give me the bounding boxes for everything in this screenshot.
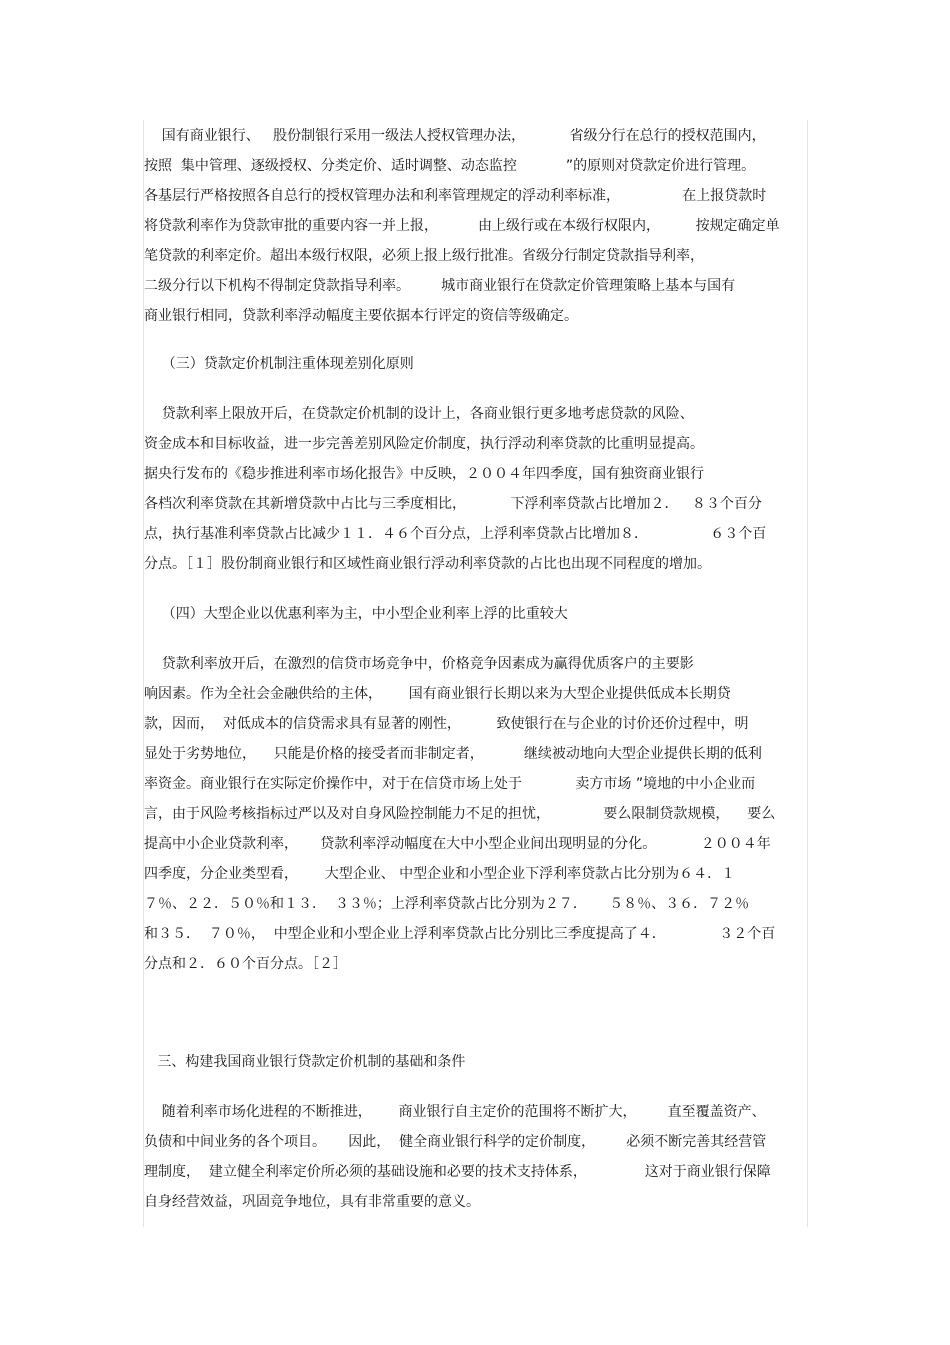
text-line: 响因素。作为全社会金融供给的主体， 国有商业银行长期以来为大型企业提供低成本长期贷 <box>144 686 731 702</box>
text-line: 款，因而， 对低成本的信贷需求具有显著的刚性， 致使银行在与企业的讨价还价过程中，明 <box>144 716 749 732</box>
text-line: 商业银行相同，贷款利率浮动幅度主要依据本行评定的资信等级确定。 <box>144 308 578 324</box>
text-line: 自身经营效益，巩固竞争地位，具有非常重要的意义。 <box>144 1194 480 1210</box>
text-line: 各基层行严格按照各自总行的授权管理办法和利率管理规定的浮动利率标准， 在上报贷款时 <box>144 188 767 204</box>
chapter-heading: 三、构建我国商业银行贷款定价机制的基础和条件 <box>144 1054 466 1070</box>
text-line: 将贷款利率作为贷款审批的重要内容一并上报， 由上级行或在本级行权限内， 按规定确定单 <box>144 218 780 234</box>
text-line: 随着利率市场化进程的不断推进， 商业银行自主定价的范围将不断扩大， 直至覆盖资产、 <box>144 1104 766 1120</box>
text-line: 提高中小企业贷款利率， 贷款利率浮动幅度在大中小型企业间出现明显的分化。 ２００４年 <box>144 836 771 852</box>
section-heading: （三）贷款定价机制注重体现差别化原则 <box>144 356 414 372</box>
text-line: 据央行发布的《稳步推进利率市场化报告》中反映，２００４年四季度，国有独资商业银行 <box>144 466 704 482</box>
text-line: 负债和中间业务的各个项目。 因此， 健全商业银行科学的定价制度， 必须不断完善其经营管 <box>144 1134 767 1150</box>
text-line: 二级分行以下机构不得制定贷款指导利率。 城市商业银行在贷款定价管理策略上基本与国有 <box>144 278 736 294</box>
text-line: 国有商业银行、 股份制银行采用一级法人授权管理办法， 省级分行在总行的授权范围内， <box>144 128 766 144</box>
text-line: 言，由于风险考核指标过严以及对自身风险控制能力不足的担忧， 要么限制贷款规模， 要么 <box>144 806 776 822</box>
text-line: 贷款利率上限放开后，在贷款定价机制的设计上，各商业银行更多地考虑贷款的风险、 <box>144 406 694 422</box>
text-line: 笔贷款的利率定价。超出本级行权限，必须上报上级行批准。省级分行制定贷款指导利率， <box>144 248 704 264</box>
text-line: 资金成本和目标收益，进一步完善差别风险定价制度，执行浮动利率贷款的比重明显提高。 <box>144 436 704 452</box>
text-line: 分点。［１］股份制商业银行和区域性商业银行浮动利率贷款的占比也出现不同程度的增加。 <box>144 556 711 572</box>
text-line: 和３５． ７０％， 中型企业和小型企业上浮利率贷款占比分别比三季度提高了４． ３２个百 <box>144 926 776 942</box>
text-line: 率资金。商业银行在实际定价操作中，对于在信贷市场上处于 卖方市场 ”境地的中小企业而 <box>144 776 756 792</box>
text-line: 贷款利率放开后，在激烈的信贷市场竞争中，价格竞争因素成为赢得优质客户的主要影 <box>144 656 694 672</box>
text-line: 点，执行基准利率贷款占比减少１１．４６个百分点，上浮利率贷款占比增加８． ６３个百 <box>144 526 767 542</box>
text-line: 按照 集中管理、逐级授权、分类定价、适时调整、动态监控 ”的原则对贷款定价进行管理。 <box>144 158 756 174</box>
text-line: 显处于劣势地位， 只能是价格的接受者而非制定者， 继续被动地向大型企业提供长期的低利 <box>144 746 762 762</box>
text-line: 分点和２．６０个百分点。［２］ <box>144 956 347 972</box>
text-line: 理制度， 建立健全利率定价所必须的基础设施和必要的技术支持体系， 这对于商业银行保障 <box>144 1164 771 1180</box>
text-line: 四季度，分企业类型看， 大型企业、 中型企业和小型企业下浮利率贷款占比分别为６４．１ <box>144 866 736 882</box>
text-line: ７％、２２．５０％和１３． ３３％；上浮利率贷款占比分别为２７． ５８％、３６．７２％ <box>144 896 750 912</box>
section-heading: （四）大型企业以优惠利率为主，中小型企业利率上浮的比重较大 <box>144 606 568 622</box>
text-line: 各档次利率贷款在其新增贷款中占比与三季度相比， 下浮利率贷款占比增加２． ８３个百分 <box>144 496 762 512</box>
